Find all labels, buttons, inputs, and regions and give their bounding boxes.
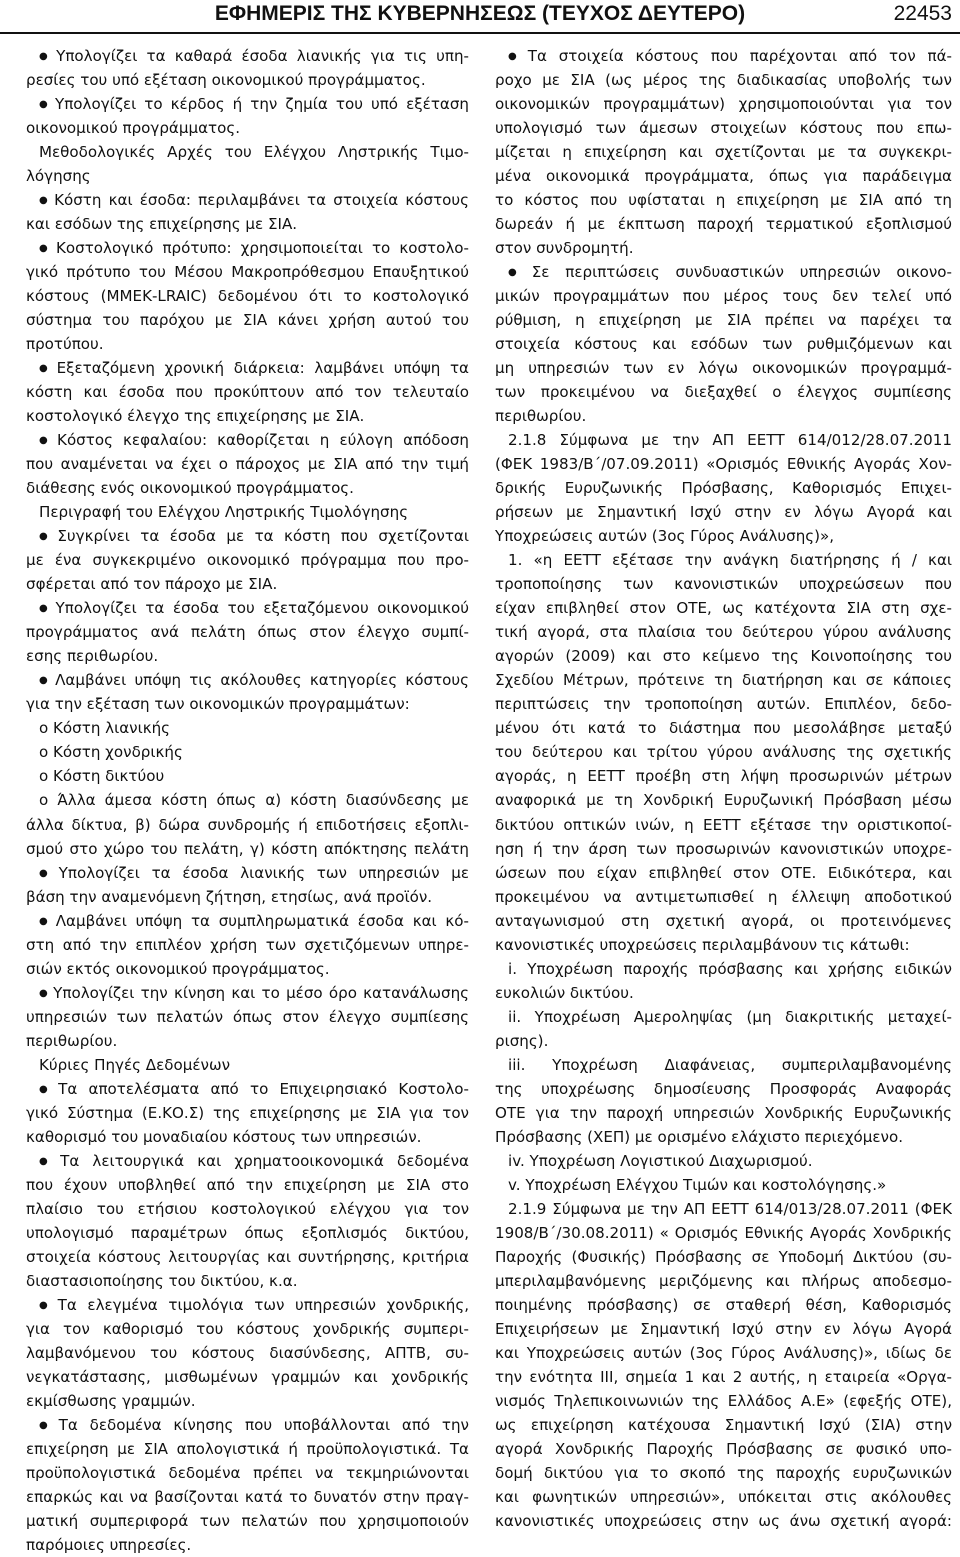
text-line: περιθωρίου. [495, 407, 587, 426]
text-line: 1908/Β΄/30.08.2011) « Ορισμός Εθνικής Αγοράς Χονδρικής [495, 1223, 952, 1242]
text-line: ● Υπολογίζει τα έσοδα λιανικής των υπηρεσιών με [26, 861, 469, 885]
text-line: σφέρεται από τον πάροχο με ΣΙΑ. [26, 575, 278, 594]
text-line: ρεσίες του υπό εξέταση οικονομικού προγράμματος. [26, 71, 426, 90]
text-line: επιχείρηση με ΣΙΑ απολογιστικά ή προϋπολογιστικά. Τα [26, 1439, 469, 1458]
text-line: ● Τα στοιχεία κόστους που παρέχονται από τον πά- [495, 44, 952, 68]
text-line: ● Συγκρίνει τα έσοδα με τα κόστη που σχετίζονται [26, 524, 469, 548]
text-line: ● Κοστολογικό πρότυπο: χρησιμοποιείται το κοστολο- [26, 236, 469, 260]
gazette-title: ΕΦΗΜΕΡΙΣ ΤΗΣ ΚΥΒΕΡΝΗΣΕΩΣ (ΤΕΥΧΟΣ ΔΕΥΤΕΡΟ) [214, 2, 746, 25]
text-line: προϋπολογιστικά δεδομένα πρέπει να τεκμηριώνονται [26, 1463, 469, 1482]
text-line: στη από την επιπλέον χρήση των σχετιζόμενων υπηρε- [26, 935, 469, 954]
text-line: και εσόδων της επιχείρησης με ΣΙΑ. [26, 215, 298, 234]
text-line: o Κόστη δικτύου [39, 767, 165, 786]
text-line: κόστη και έσοδα που προκύπτουν από τον τελευταίο [26, 383, 469, 402]
text-line: αγορά Χονδρικής Παροχής Πρόσβασης σε φυσικό υπο- [495, 1439, 952, 1458]
text-line: τική αγορά, στα πλαίσια του δεύτερου γύρου ανάλυσης [495, 623, 952, 642]
text-line: υπολογισμό παραμέτρων όπως εξοπλισμός δικτύου, [26, 1223, 469, 1242]
text-line: περιθωρίου. [26, 1031, 118, 1050]
text-line: κοστολογικό έλεγχο της επιχείρησης με ΣΙΑ. [26, 407, 365, 426]
text-line: μικών προγραμμάτων που μέρος τους δεν τελεί υπό [495, 287, 952, 306]
text-line: γικό πρότυπο του Μέσου Μακροπρόθεσμου Επαυξητικού [26, 263, 469, 282]
text-line: αγορών (2009) και στο κείμενο της Κοινοποίησης του [495, 647, 952, 666]
text-line: ● Υπολογίζει την κίνηση και το μέσο όρο κατανάλωσης [26, 981, 469, 1005]
text-line: o Άλλα άμεσα κόστη όπως α) κόστη διασύνδεσης με [39, 791, 469, 810]
text-line: παρόμοιες υπηρεσίες. [26, 1535, 192, 1554]
text-line: της υποχρέωσης δημοσίευσης Προσφοράς Αναφοράς [495, 1079, 952, 1098]
header-rule [0, 32, 960, 34]
text-line: 2.1.9 Σύμφωνα με την ΑΠ ΕΕΤΤ 614/013/28.07.2011 (ΦΕΚ [508, 1199, 952, 1218]
text-line: το κόστος που υφίσταται η επιχείρηση με ΣΙΑ από τη [495, 191, 952, 210]
text-line: την ενότητα ΙΙΙ, σημεία 1 και 2 αυτής, η εταιρεία «Οργα- [495, 1367, 952, 1386]
text-line: διάθεσης ενός οικονομικού προγράμματος. [26, 479, 354, 498]
text-line: υπηρεσιών των πελατών όπως στον έλεγχο συμπίεσης [26, 1007, 469, 1026]
text-line: ii. Υποχρέωση Αμεροληψίας (μη διακριτικής μεταχεί- [508, 1007, 952, 1026]
text-line: περιπτώσεις την τροποποίηση αυτών. Επιπλέον, δεδο- [495, 695, 952, 714]
text-line: λαμβανόμενου του κόστους διασύνδεσης, ΑΠΤΒ, συ- [26, 1343, 469, 1362]
text-line: για την εξέταση των οικονομικών προγραμμάτων: [26, 695, 410, 714]
text-line: Περιγραφή του Ελέγχου Ληστρικής Τιμολόγησης [39, 503, 409, 522]
text-line: ● Λαμβάνει υπόψη τις ακόλουθες κατηγορίες κόστους [26, 668, 469, 692]
text-line: Μεθοδολογικές Αρχές του Ελέγχου Ληστρικής Τιμο- [39, 143, 469, 162]
text-line: (ΦΕΚ 1983/Β΄/07.09.2011) «Ορισμός Εθνικής Αγοράς Χον- [495, 455, 952, 474]
text-line: i. Υποχρέωση παροχής πρόσβασης και χρήσης ειδικών [508, 959, 952, 978]
left-column [26, 44, 469, 1557]
text-line: ροχο με ΣΙΑ (ως μέρος της διαδικασίας υποβολής των [495, 71, 952, 90]
text-line: για τον καθορισμό του κόστους χονδρικής συμπερι- [26, 1319, 469, 1338]
text-line: νισμός Τηλεπικοινωνιών της Ελλάδος Α.Ε» (εφεξής ΟΤΕ), [495, 1391, 952, 1410]
text-line: προτύπου. [26, 335, 104, 354]
text-line: με ένα συγκεκριμένο οικονομικό πρόγραμμα που προ- [26, 551, 469, 570]
text-line: στον συνδρομητή. [495, 239, 634, 258]
text-line: ● Σε περιπτώσεις συνδυαστικών υπηρεσιών οικονο- [495, 260, 952, 284]
text-line: ματική συμπεριφορά των πελατών που χρησιμοποιούν [26, 1511, 469, 1530]
page-number: 22453 [893, 2, 952, 25]
text-line: καθορισμό του μοναδιαίου κόστους των υπηρεσιών. [26, 1127, 422, 1146]
text-line: ● Τα αποτελέσματα από το Επιχειρησιακό Κοστολο- [26, 1077, 469, 1101]
text-line: ρισης). [495, 1031, 549, 1050]
text-line: οικονομικού προγράμματος. [26, 119, 241, 138]
text-line: ρύθμιση, η επιχείρηση με ΣΙΑ πρέπει να παρέχει τα [495, 311, 952, 330]
text-line: που αναμένεται να έχει ο πάροχος με ΣΙΑ από την τιμή [26, 455, 469, 474]
text-line: ● Τα δεδομένα κίνησης που υποβάλλονται από την [26, 1413, 469, 1437]
text-line: ηση ή την άρση των προσωρινών κανονιστικών υποχρε- [495, 839, 952, 858]
text-line: 2.1.8 Σύμφωνα με την ΑΠ ΕΕΤΤ 614/012/28.07.2011 [508, 431, 952, 450]
text-line: 1. «η ΕΕΤΤ εξέτασε την ανάγκη διατήρησης ή / και [508, 551, 952, 570]
text-line: προκειμένου να αντιμετωπισθεί η έλλειψη αποδοτικού [495, 887, 952, 906]
text-line: μένα οικονομικά προγράμματα, όπως για παράδειγμα [495, 167, 952, 186]
text-line: που έχουν υποβληθεί από την επιχείρηση με ΣΙΑ στο [26, 1175, 469, 1194]
text-line: ● Λαμβάνει υπόψη τα συμπληρωματικά έσοδα και κό- [26, 909, 469, 933]
text-line: δικτύου οπτικών ινών, η ΕΕΤΤ εξέτασε την οριστικοποί- [495, 815, 952, 834]
text-line: εσης περιθωρίου. [26, 647, 159, 666]
text-line: κανονιστικές υποχρεώσεις στην ως άνω σχετική αγορά: [495, 1511, 952, 1530]
text-line: ευκολιών δικτύου. [495, 983, 634, 1002]
text-line: Υποχρεώσεις αυτών (3ος Γύρος Ανάλυσης)», [495, 527, 835, 546]
text-line: ποιημένης πρόσβασης) σε σταθερή θέση, Καθορισμός [495, 1295, 952, 1314]
text-line: διαστασιοποίησης του δικτύου, κ.α. [26, 1271, 298, 1290]
text-line: iv. Υποχρέωση Λογιστικού Διαχωρισμού. [508, 1151, 813, 1170]
text-line: μη υπηρεσιών των εν λόγω οικονομικών προγραμμά- [495, 359, 952, 378]
text-line: σιών εκτός οικονομικού προγράμματος. [26, 959, 330, 978]
text-line: μίζεται η επιχείρηση και σχετίζονται με τα συγκεκρι- [495, 143, 952, 162]
text-line: και Υποχρεώσεις αυτών (3ος Γύρος Ανάλυσης)», ιδίως δε [495, 1343, 952, 1362]
text-line: του δεύτερου και τρίτου γύρου ανάλυσης της σχετικής [495, 743, 952, 762]
text-line: ώσεων που είχαν επιβληθεί στον ΟΤΕ. Ειδικότερα, και [495, 863, 952, 882]
text-line: υπολογισμό των άμεσων στοιχείων κόστους που επω- [495, 119, 952, 138]
text-line: βάση την αναμενόμενη ζήτηση, ετησίως, ανά προϊόν. [26, 887, 433, 906]
text-line: γικό Σύστημα (Ε.ΚΟ.Σ) της επιχείρησης με ΣΙΑ για τον [26, 1103, 469, 1122]
text-line: αγοράς, η ΕΕΤΤ προέβη στη λήψη προσωρινών μέτρων [495, 767, 952, 786]
text-line: νεγκατάστασης, μισθωμένων γραμμών και χονδρικής [26, 1367, 469, 1386]
text-line: ρήσεων με Σημαντική Ισχύ στην εν λόγω Αγορά και [495, 503, 952, 522]
text-line: στοιχεία κόστους και εσόδων των ρυθμιζόμενων και [495, 335, 952, 354]
text-line: ● Κόστος κεφαλαίου: καθορίζεται η εύλογη απόδοση [26, 428, 469, 452]
text-line: iii. Υποχρέωση Διαφάνειας, συμπεριλαμβανομένης [508, 1055, 952, 1074]
text-line: είχαν επιβληθεί στον ΟΤΕ, ως κατέχοντα ΣΙΑ στη σχε- [495, 599, 952, 618]
text-line: δομή δικτύου για το σκοπό της παροχής ευρυζωνικών [495, 1463, 952, 1482]
text-line: ● Τα ελεγμένα τιμολόγια των υπηρεσιών χονδρικής, [26, 1293, 469, 1317]
text-line: ● Υπολογίζει τα καθαρά έσοδα λιανικής για τις υπη- [26, 44, 469, 68]
text-line: σύστημα του παρόχου με ΣΙΑ κάνει χρήση αυτού του [26, 311, 469, 330]
text-line: προγράμματος ανά πελάτη όπως στον έλεγχο συμπί- [26, 623, 469, 642]
text-line: Παροχής (Φυσικής) Πρόσβασης σε Υποδομή Δικτύου (συ- [495, 1247, 952, 1266]
text-line: αναφορικά με τη Χονδρική Ευρυζωνική Πρόσβαση μέσω [495, 791, 952, 810]
text-line: Επιχειρήσεων με Σημαντική Ισχύ στην εν λόγω Αγορά [495, 1319, 952, 1338]
text-line: των προκειμένου να διεξαχθεί ο έλεγχος συμπίεσης [495, 383, 952, 402]
text-line: δρικής Ευρυζωνικής Πρόσβασης, Καθορισμός Επιχει- [495, 479, 952, 498]
text-line: v. Υποχρέωση Ελέγχου Τιμών και κοστολόγησης.» [508, 1175, 887, 1194]
text-line: επαρκώς και να βασίζονται κατά το δυνατόν στην πραγ- [26, 1487, 469, 1506]
text-line: Κύριες Πηγές Δεδομένων [39, 1055, 231, 1074]
right-column [495, 44, 952, 1533]
text-line: στοιχεία κόστους λειτουργίας και συντήρησης, κριτήρια [26, 1247, 469, 1266]
text-line: τροποποίησης των κανονιστικών υποχρεώσεων που [495, 575, 952, 594]
page-header [0, 0, 960, 34]
text-line: o Κόστη λιανικής [39, 719, 171, 738]
text-line: και φωνητικών υπηρεσιών», υπόκειται στις ακόλουθες [495, 1487, 952, 1506]
text-line: ● Υπολογίζει το κέρδος ή την ζημία του υπό εξέταση [26, 92, 469, 116]
text-line: ● Τα λειτουργικά και χρηματοοικονομικά δεδομένα [26, 1149, 469, 1173]
text-line: ως επιχείρηση κατέχουσα Σημαντική Ισχύ (ΣΙΑ) στην [495, 1415, 952, 1434]
text-line: κόστους (ΜΜΕΚ-LRAIC) δεδομένου ότι το κοστολογικό [26, 287, 469, 306]
text-line: μπεριλαμβανόμενης μεριζόμενης και πλήρως αποδεσμο- [495, 1271, 952, 1290]
text-line: κανονιστικές υποχρεώσεις περιλαμβάνουν τις κάτωθι: [495, 935, 910, 954]
text-line: ● Εξεταζόμενη χρονική διάρκεια: λαμβάνει υπόψη τα [26, 356, 469, 380]
text-line: Σχεδίου Μέτρων, πρότεινε τη διατήρηση και σε κάποιες [495, 671, 952, 690]
text-line: σμού στο χώρο του πελάτη, γ) κόστη απόκτησης πελάτη [26, 839, 469, 858]
text-line: ανταγωνισμού στη σχετική αγορά, οι προτεινόμενες [495, 911, 952, 930]
text-line: λόγησης [26, 167, 91, 186]
text-line: Πρόσβασης (ΧΕΠ) με ορισμένο ελάχιστο περιεχόμενο. [495, 1127, 904, 1146]
text-line: εκμίσθωσης γραμμών. [26, 1391, 196, 1410]
text-line: οικονομικών προγραμμάτων) χρησιμοποιούνται για τον [495, 95, 952, 114]
text-line: μένου ότι κατά το διάστημα που μεσολάβησε μεταξύ [495, 719, 952, 738]
text-line: ● Υπολογίζει τα έσοδα του εξεταζόμενου οικονομικού [26, 596, 469, 620]
text-line: ΟΤΕ για την παροχή υπηρεσιών Χονδρικής Ευρυζωνικής [495, 1103, 952, 1122]
text-line: άλλα δίκτυα, β) δώρα συνδρομής ή επιδοτήσεις εξοπλι- [26, 815, 469, 834]
text-line: ● Κόστη και έσοδα: περιλαμβάνει τα στοιχεία κόστους [26, 188, 469, 212]
text-line: δωρεάν ή με έκπτωση παροχή τερματικού εξοπλισμού [495, 215, 952, 234]
text-line: πλαίσιο του ετήσιου κοστολογικού ελέγχου για τον [26, 1199, 469, 1218]
text-line: o Κόστη χονδρικής [39, 743, 183, 762]
